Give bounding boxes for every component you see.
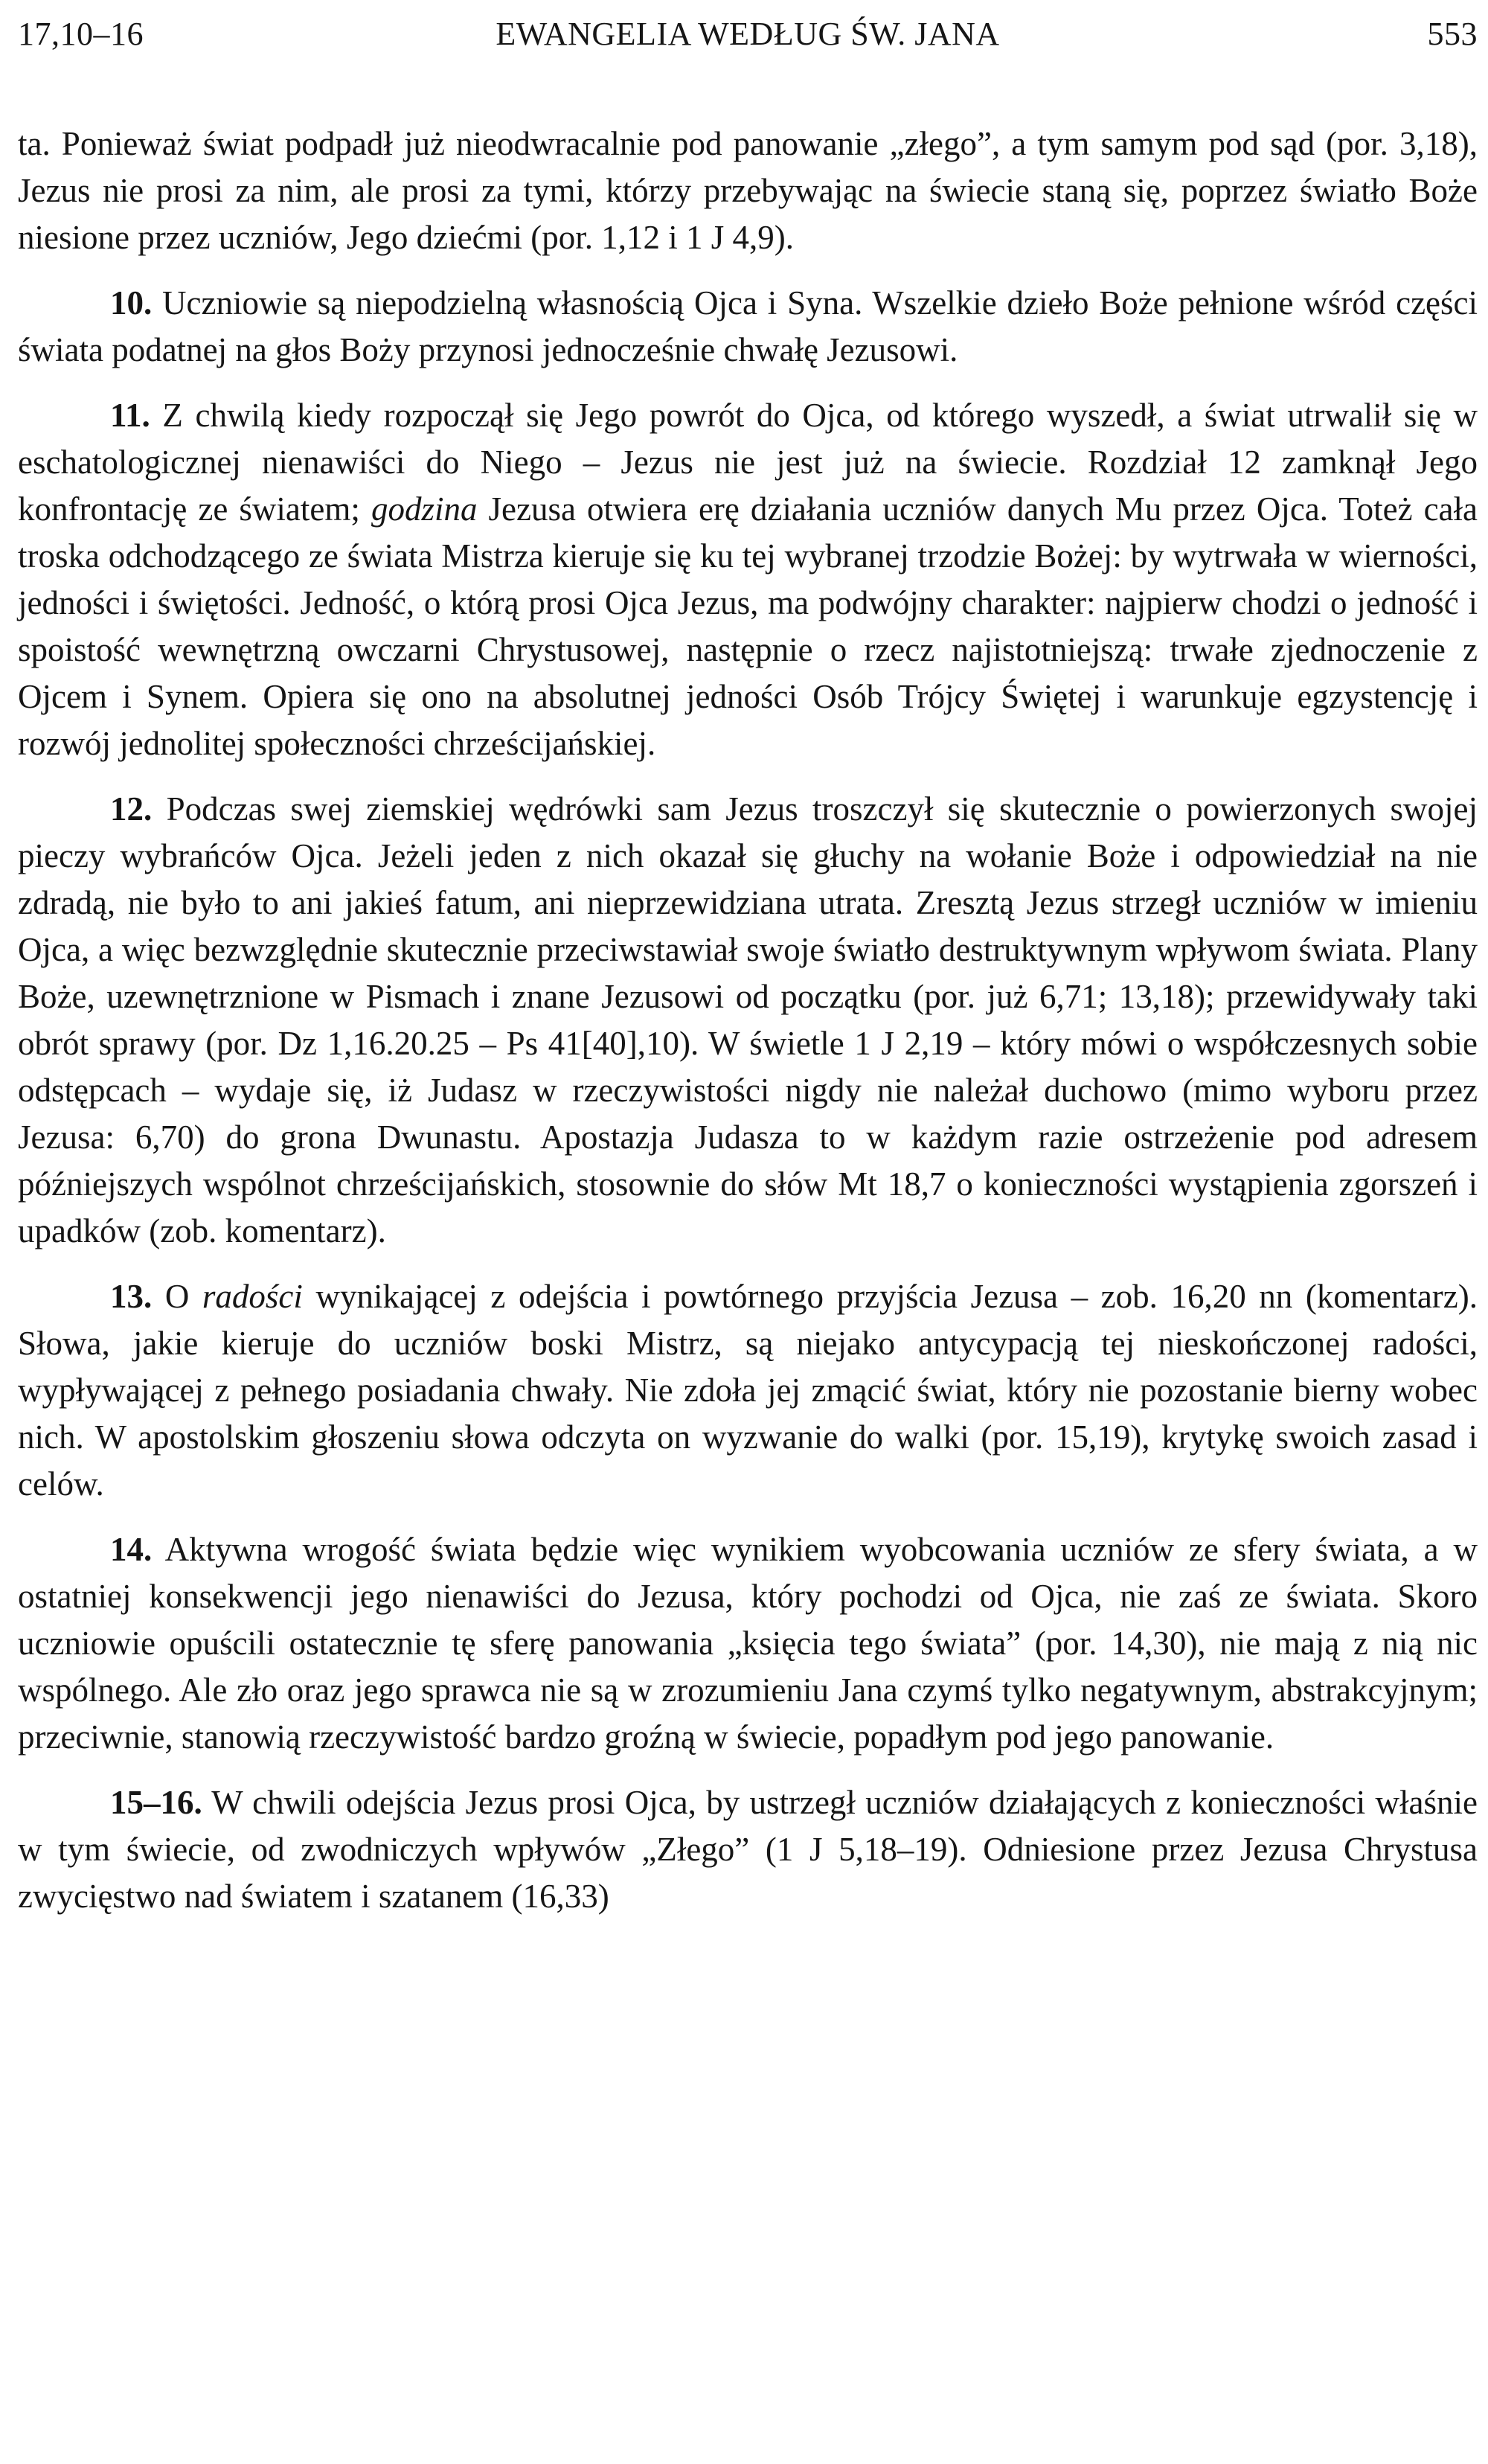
commentary-paragraph <box>18 1273 1478 1508</box>
commentary-paragraph <box>18 392 1478 767</box>
paragraph-text: W chwili odejścia Jezus prosi Ojca, by ustrzegł uczniów działających z konieczności właśnie w tym świecie, od zwodniczych wpływów „Złego” (1 J 5,18–19). Odniesione przez Jezusa Chrystusa zwycięstwo nad światem i szatanem (16,33) <box>18 1784 1478 1915</box>
page <box>18 0 1478 1915</box>
paragraph-text: ta. Ponieważ świat podpadł już nieodwracalnie pod panowanie „złego”, a tym samym pod sąd (por. 3,18), Jezus nie prosi za nim, ale prosi za tymi, którzy przebywając na świecie staną się, poprzez światło Boże niesione przez uczniów, Jego dziećmi (por. 1,12 i 1 J 4,9). <box>18 125 1478 256</box>
running-header <box>18 0 1478 60</box>
paragraph-text: Uczniowie są niepodzielną własnością Ojca i Syna. Wszelkie dzieło Boże pełnione wśród części świata podatnej na głos Boży przynosi jednocześnie chwałę Jezusowi. <box>18 284 1478 368</box>
paragraph-text: O <box>152 1278 202 1315</box>
verse-number: 15–16. <box>110 1784 202 1821</box>
page-number: 553 <box>1427 16 1478 52</box>
commentary-paragraph <box>18 1779 1478 1920</box>
commentary-paragraph <box>18 280 1478 374</box>
verse-number: 14. <box>110 1531 153 1568</box>
emphasized-text: radości <box>202 1278 303 1315</box>
commentary-paragraph <box>18 121 1478 261</box>
verse-number: 11. <box>110 397 150 434</box>
paragraph-text: Z chwilą kiedy rozpoczął się Jego powrót do Ojca, od którego wyszedł, a świat utrwalił się w eschatologicznej nienawiści do Niego – Jezus nie jest już na świecie. Rozdział 12 zamknął Jego konfrontację ze światem; <box>18 397 1478 528</box>
verse-range: 17,10–16 <box>18 16 144 52</box>
commentary-paragraph <box>18 786 1478 1255</box>
commentary-text <box>18 121 1478 1939</box>
verse-number: 12. <box>110 790 153 828</box>
paragraph-text: Jezusa otwiera erę działania uczniów danych Mu przez Ojca. Toteż cała troska odchodzącego ze świata Mistrza kieruje się ku tej wybranej trzodzie Bożej: by wytrwała w wierności, jedności i świętości. Jedność, o którą prosi Ojca Jezus, ma podwójny charakter: najpierw chodzi o jedność i spoistość wewnętrzną owczarni Chrystusowej, następnie o rzecz najistotniejszą: trwałe zjednoczenie z Ojcem i Synem. Opiera się ono na absolutnej jedności Osób Trójcy Świętej i warunkuje egzystencję i rozwój jednolitej społeczności chrześcijańskiej. <box>18 490 1478 762</box>
verse-number: 10. <box>110 284 153 321</box>
paragraph-text: Aktywna wrogość świata będzie więc wynikiem wyobcowania uczniów ze sfery świata, a w ostatniej konsekwencji jego nienawiści do Jezusa, który pochodzi od Ojca, nie zaś ze świata. Skoro uczniowie opuścili ostatecznie tę sferę panowania „księcia tego świata” (por. 14,30), nie mają z nią nic wspólnego. Ale zło oraz jego sprawca nie są w zrozumieniu Jana czymś tylko negatywnym, abstrakcyjnym; przeciwnie, stanowią rzeczywistość bardzo groźną w świecie, popadłym pod jego panowanie. <box>18 1531 1478 1756</box>
verse-number: 13. <box>110 1278 153 1315</box>
commentary-paragraph <box>18 1526 1478 1761</box>
paragraph-text: Podczas swej ziemskiej wędrówki sam Jezus troszczył się skutecznie o powierzonych swojej pieczy wybrańców Ojca. Jeżeli jeden z nich okazał się głuchy na wołanie Boże i odpowiedział na nie zdradą, nie było to ani jakieś fatum, ani nieprzewidziana utrata. Zresztą Jezus strzegł uczniów w imieniu Ojca, a więc bezwzględnie skutecznie przeciwstawiał swoje światło destruktywnym wpływom świata. Plany Boże, uzewnętrznione w Pismach i znane Jezusowi od początku (por. już 6,71; 13,18); przewidywały taki obrót sprawy (por. Dz 1,16.20.25 – Ps 41[40],10). W świetle 1 J 2,19 – który mówi o współczesnych sobie odstępcach – wydaje się, iż Judasz w rzeczywistości nigdy nie należał duchowo (mimo wyboru przez Jezusa: 6,70) do grona Dwunastu. Apostazja Judasza to w każdym razie ostrzeżenie pod adresem późniejszych wspólnot chrześcijańskich, stosownie do słów Mt 18,7 o konieczności wystąpienia zgorszeń i upadków (zob. komentarz). <box>18 790 1478 1249</box>
paragraph-text: wynikającej z odejścia i powtórnego przyjścia Jezusa – zob. 16,20 nn (komentarz). Słowa, jakie kieruje do uczniów boski Mistrz, są niejako antycypacją tej nieskończonej radości, wypływającej z pełnego posiadania chwały. Nie zdoła jej zmącić świat, który nie pozostanie bierny wobec nich. W apostolskim głoszeniu słowa odczyta on wyzwanie do walki (por. 15,19), krytykę swoich zasad i celów. <box>18 1278 1478 1503</box>
emphasized-text: godzina <box>371 490 478 528</box>
running-title: EWANGELIA WEDŁUG ŚW. JANA <box>496 16 1000 52</box>
